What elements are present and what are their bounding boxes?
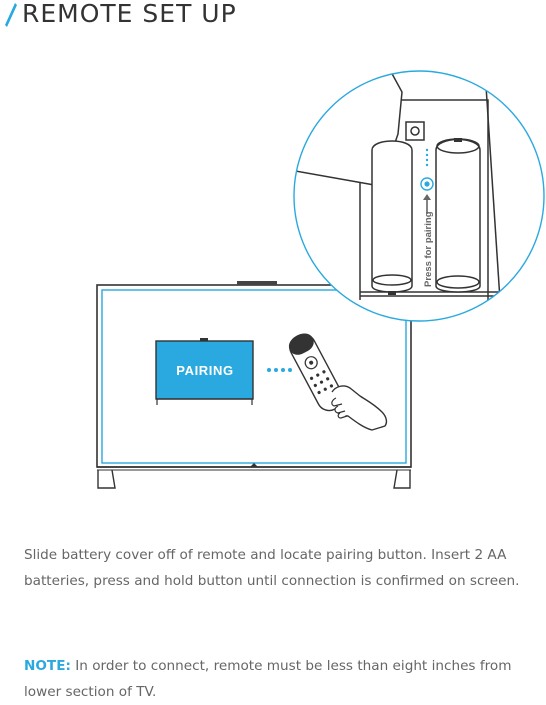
tv-icon	[97, 281, 411, 488]
instructions-text: Slide battery cover off of remote and locate pairing button. Insert 2 AA batteries, press and hold button until connection is confirmed on screen.	[24, 547, 520, 589]
note-text: In order to connect, remote must be less than eight inches from lower section of TV.	[24, 658, 512, 700]
press-for-pairing-label: Press for pairing	[423, 211, 434, 287]
note-paragraph	[24, 653, 546, 705]
battery-compartment-detail	[290, 70, 544, 321]
accent-slash-icon	[4, 2, 18, 28]
battery-icon	[372, 141, 412, 295]
pairing-screen-label: PAIRING	[176, 363, 234, 378]
page-header	[0, 0, 300, 32]
page-title: REMOTE SET UP	[22, 0, 237, 28]
tv-pairing-screen	[156, 338, 253, 405]
remote-setup-illustration	[0, 60, 546, 500]
battery-icon	[436, 138, 480, 292]
note-label: NOTE:	[24, 658, 71, 674]
